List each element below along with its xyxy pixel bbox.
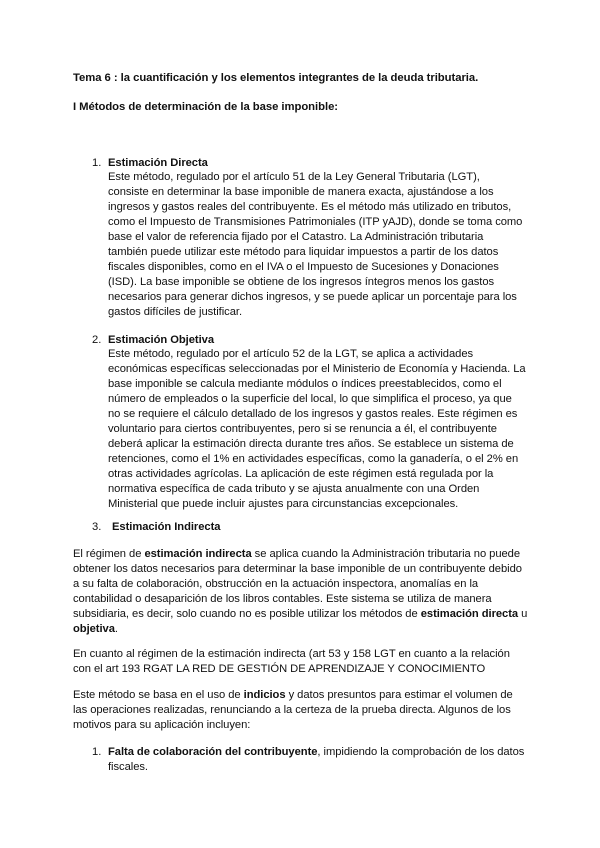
body-line: con el art 193 RGAT LA RED DE GESTIÓN DE APRENDIZAJE Y CONOCIMIENTO (73, 663, 486, 675)
body-line: como el Impuesto de Transmisiones Patrimoniales (ITP yAJD), donde se toma como (108, 216, 523, 228)
body-line (73, 547, 520, 561)
document-title: Tema 6 : la cuantificación y los elementos integrantes de la deuda tributaria. (73, 72, 479, 84)
text-run: y datos presuntos para estimar el volumen de (285, 689, 513, 701)
motive-line (108, 745, 524, 759)
item-heading-estimacion-directa: Estimación Directa (108, 157, 208, 169)
body-line: las operaciones realizadas, renunciando a la certeza de la prueba directa. Algunos de los (73, 704, 511, 716)
text-run: u (518, 608, 528, 620)
body-line: Este método, regulado por el artículo 52 de la LGT, se aplica a actividades (108, 348, 474, 360)
bold-term: objetiva (73, 623, 115, 635)
item-number: 3. (92, 521, 102, 533)
body-line: voluntario para ciertos contribuyentes, pero si se renuncia a él, el contribuyente (108, 423, 497, 435)
body-line: (ISD). La base imponible se obtiene de los ingresos íntegros menos los gastos (108, 276, 495, 288)
bold-term: estimación directa (420, 608, 519, 620)
body-line: no se requiere el cálculo detallado de los ingresos y gastos reales. Este régimen es (108, 408, 518, 420)
body-line: a su falta de colaboración, obstrucción en la actuación inspectora, anomalías en la (73, 578, 479, 590)
bold-term: Falta de colaboración del contribuyente (108, 746, 318, 758)
text-run: El régimen de (73, 548, 145, 560)
item-number: 2. (92, 334, 102, 346)
bold-term: indicios (243, 689, 286, 701)
item-heading-estimacion-indirecta: Estimación Indirecta (112, 521, 221, 533)
text-run: , impidiendo la comprobación de los datos (317, 746, 525, 758)
body-line: Ministerial que puede incluir ajustes para circunstancias excepcionales. (108, 498, 459, 510)
body-line: En cuanto al régimen de la estimación indirecta (art 53 y 158 LGT en cuanto a la relación (73, 648, 510, 660)
body-line: contabilidad o desaparición de los libros contables. Este sistema se utiliza de manera (73, 593, 492, 605)
body-line: motivos para su aplicación incluyen: (73, 719, 251, 731)
body-line: base imponible se calcula mediante módulos o índices preestablecidos, como el (108, 378, 502, 390)
body-line: fiscales disponibles, como en el IVA o el Impuesto de Sucesiones y Donaciones (108, 261, 499, 273)
text-run: subsidiaria, es decir, solo cuando no es posible utilizar los métodos de (73, 608, 421, 620)
motive-line: fiscales. (108, 761, 148, 773)
body-line (73, 688, 513, 702)
body-line: Este método, regulado por el artículo 51 de la Ley General Tributaria (LGT), (108, 171, 480, 183)
body-line: necesarios para generar dichos ingresos, y se puede aplicar un porcentaje para los (108, 291, 517, 303)
body-line (73, 607, 527, 621)
bold-term: estimación indirecta (144, 548, 252, 560)
body-line: consiste en determinar la base imponible de manera exacta, ajustándose a los (108, 186, 494, 198)
text-run: se aplica cuando la Administración tributaria no puede (251, 548, 521, 560)
body-line: número de empleados o la superficie del local, lo que simplifica el proceso, ya que (108, 393, 512, 405)
section-heading: I Métodos de determinación de la base imponible: (73, 101, 339, 113)
item-number: 1. (92, 157, 102, 169)
text-run: . (114, 623, 118, 635)
body-line: ingresos y gastos reales del contribuyente. Es el método más utilizado en tributos, (108, 201, 512, 213)
item-heading-estimacion-objetiva: Estimación Objetiva (108, 334, 214, 346)
body-line: otras actividades agrícolas. La aplicación de este régimen está regulada por la (108, 468, 494, 480)
body-line: deberá aplicar la estimación directa durante tres años. Se establece un sistema de (108, 438, 514, 450)
body-line: normativa específica de cada tributo y se ajusta anualmente con una Orden (108, 483, 480, 495)
body-line: gastos difíciles de justificar. (108, 306, 243, 318)
body-line: también puede utilizar este método para liquidar impuestos a partir de los datos (108, 246, 499, 258)
body-line: económicas específicas seleccionadas por el Ministerio de Economía y Hacienda. La (108, 363, 526, 375)
body-line: obtener los datos necesarios para determinar la base imponible de un contribuyente debido (73, 563, 522, 575)
motive-number: 1. (92, 746, 102, 758)
body-line: base el valor de referencia fijado por el Catastro. La Administración tributaria (108, 231, 484, 243)
body-line (73, 622, 118, 636)
body-line: retenciones, como el 1% en actividades específicas, como la ganadería, o el 2% en (108, 453, 519, 465)
text-run: Este método se basa en el uso de (73, 689, 244, 701)
